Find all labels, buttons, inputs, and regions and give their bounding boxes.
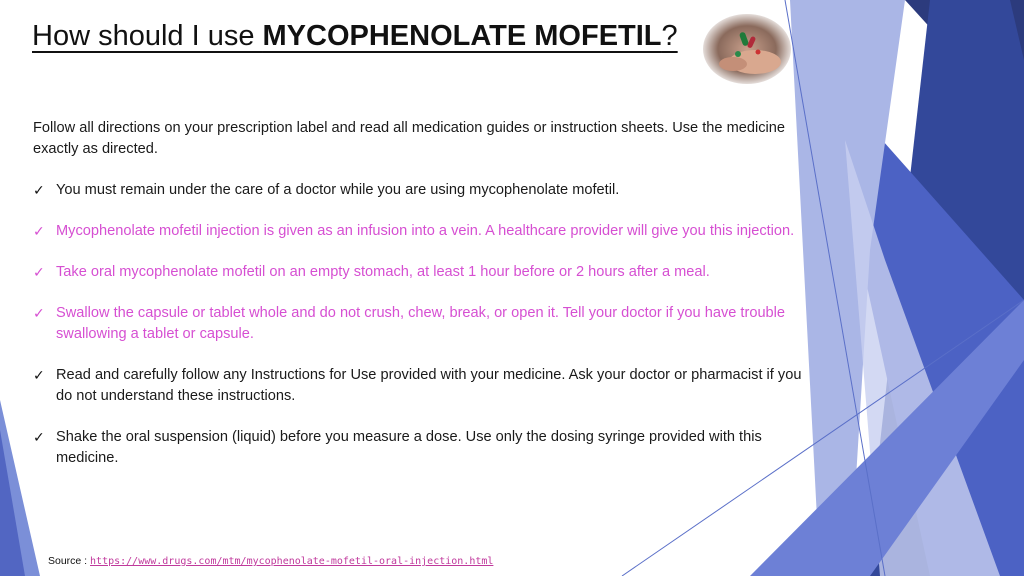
checkmark-icon: ✓ [33,264,45,280]
bullet-text: You must remain under the care of a doctor while you are using mycophenolate mofetil. [56,182,620,198]
list-item [33,303,803,345]
list-item [33,180,803,201]
list-item [33,365,803,407]
source-citation [48,555,493,567]
list-item [33,221,803,242]
checkmark-icon: ✓ [33,223,45,239]
page-title [32,20,678,53]
bullet-text: Read and carefully follow any Instructions for Use provided with your medicine. Ask your doctor or pharmacist if you do not understand these instructions. [56,367,802,404]
bullet-text: Shake the oral suspension (liquid) before you measure a dose. Use only the dosing syringe provided with this medicine. [56,429,762,466]
bullet-text: Swallow the capsule or tablet whole and do not crush, chew, break, or open it. Tell your doctor if you have trouble swallowing a tablet or capsule. [56,305,786,342]
intro-paragraph: Follow all directions on your prescription label and read all medication guides or instruction sheets. Use the medicine exactly as directed. [33,120,785,157]
title-drug-name: MYCOPHENOLATE MOFETIL [262,20,662,52]
list-item [33,262,803,283]
title-prefix: How should I use [32,20,263,52]
bullet-text: Mycophenolate mofetil injection is given as an infusion into a vein. A healthcare provider will give you this injection. [56,223,795,239]
bullet-list [33,180,803,469]
bullet-text: Take oral mycophenolate mofetil on an empty stomach, at least 1 hour before or 2 hours after a meal. [56,264,710,280]
title-suffix: ? [661,20,678,52]
pills-in-hand-image [703,14,791,84]
slide-body [33,118,803,489]
checkmark-icon: ✓ [33,429,45,445]
source-label: Source : [48,555,91,567]
checkmark-icon: ✓ [33,182,45,198]
list-item [33,427,803,469]
checkmark-icon: ✓ [33,367,45,383]
source-link[interactable]: https://www.drugs.com/mtm/mycophenolate-mofetil-oral-injection.html [90,556,494,567]
checkmark-icon: ✓ [33,305,45,321]
